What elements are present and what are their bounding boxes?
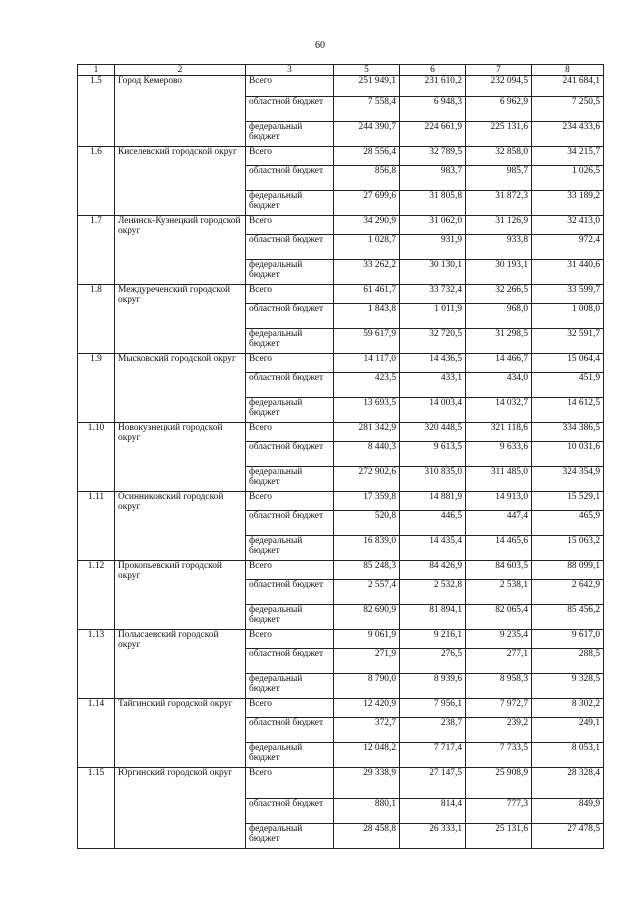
amount-cell: 271,9: [334, 649, 400, 674]
item-number: 1.9: [78, 354, 115, 423]
amount-cell: 28 328,4: [532, 768, 604, 799]
table-row: [78, 699, 604, 718]
amount-cell: 31 805,8: [400, 191, 466, 216]
col-header: 5: [334, 65, 400, 76]
table-row: [78, 76, 604, 97]
amount-cell: 447,4: [466, 511, 532, 536]
amount-cell: 983,7: [400, 166, 466, 191]
amount-cell: 244 390,7: [334, 122, 400, 147]
table-row: [78, 768, 604, 799]
table-row: [78, 285, 604, 304]
item-number: 1.12: [78, 561, 115, 630]
amount-cell: 7 717,4: [400, 743, 466, 768]
amount-cell: 34 290,9: [334, 216, 400, 235]
amount-cell: 8 053,1: [532, 743, 604, 768]
amount-cell: 32 858,0: [466, 147, 532, 166]
amount-cell: 14 612,5: [532, 398, 604, 423]
funding-source: Всего: [246, 285, 334, 304]
funding-source: федеральный бюджет: [246, 467, 334, 492]
municipality-name: Прокопьевский городской округ: [115, 561, 246, 630]
amount-cell: 321 118,6: [466, 423, 532, 442]
municipality-name: Новокузнецкий городской округ: [115, 423, 246, 492]
amount-cell: 14 032,7: [466, 398, 532, 423]
amount-cell: 30 193,1: [466, 260, 532, 285]
funding-source: областной бюджет: [246, 442, 334, 467]
table-row: [78, 354, 604, 373]
amount-cell: 849,9: [532, 799, 604, 824]
funding-source: федеральный бюджет: [246, 536, 334, 561]
municipality-name: Ленинск-Кузнецкий городской округ: [115, 216, 246, 285]
amount-cell: 9 061,9: [334, 630, 400, 649]
funding-source: федеральный бюджет: [246, 743, 334, 768]
page-number: 60: [315, 40, 325, 51]
funding-source: Всего: [246, 216, 334, 235]
amount-cell: 16 839,0: [334, 536, 400, 561]
amount-cell: 276,5: [400, 649, 466, 674]
funding-source: Всего: [246, 492, 334, 511]
amount-cell: 14 913,0: [466, 492, 532, 511]
funding-source: областной бюджет: [246, 373, 334, 398]
amount-cell: 9 633,6: [466, 442, 532, 467]
amount-cell: 33 189,2: [532, 191, 604, 216]
amount-cell: 241 684,1: [532, 76, 604, 97]
amount-cell: 14 465,6: [466, 536, 532, 561]
amount-cell: 26 333,1: [400, 824, 466, 849]
amount-cell: 28 458,8: [334, 824, 400, 849]
amount-cell: 7 972,7: [466, 699, 532, 718]
funding-source: областной бюджет: [246, 580, 334, 605]
amount-cell: 239,2: [466, 718, 532, 743]
amount-cell: 2 538,1: [466, 580, 532, 605]
amount-cell: 8 302,2: [532, 699, 604, 718]
item-number: 1.14: [78, 699, 115, 768]
amount-cell: 31 440,6: [532, 260, 604, 285]
amount-cell: 972,4: [532, 235, 604, 260]
amount-cell: 9 216,1: [400, 630, 466, 649]
amount-cell: 856,8: [334, 166, 400, 191]
funding-source: Всего: [246, 561, 334, 580]
item-number: 1.11: [78, 492, 115, 561]
amount-cell: 9 328,5: [532, 674, 604, 699]
funding-source: Всего: [246, 354, 334, 373]
table-body: [78, 76, 604, 849]
funding-source: федеральный бюджет: [246, 605, 334, 630]
amount-cell: 12 420,9: [334, 699, 400, 718]
amount-cell: 33 599,7: [532, 285, 604, 304]
table-row: [78, 492, 604, 511]
amount-cell: 231 610,2: [400, 76, 466, 97]
amount-cell: 14 003,4: [400, 398, 466, 423]
amount-cell: 31 062,0: [400, 216, 466, 235]
col-header: 7: [466, 65, 532, 76]
amount-cell: 32 591,7: [532, 329, 604, 354]
amount-cell: 33 262,2: [334, 260, 400, 285]
funding-source: областной бюджет: [246, 304, 334, 329]
amount-cell: 320 448,5: [400, 423, 466, 442]
col-header: 2: [115, 65, 246, 76]
amount-cell: 31 298,5: [466, 329, 532, 354]
amount-cell: 1 011,9: [400, 304, 466, 329]
amount-cell: 7 250,5: [532, 97, 604, 122]
table-row: [78, 216, 604, 235]
amount-cell: 465,9: [532, 511, 604, 536]
amount-cell: 520,8: [334, 511, 400, 536]
amount-cell: 32 789,5: [400, 147, 466, 166]
funding-source: Всего: [246, 768, 334, 799]
amount-cell: 6 962,9: [466, 97, 532, 122]
amount-cell: 310 835,0: [400, 467, 466, 492]
amount-cell: 27 699,6: [334, 191, 400, 216]
funding-source: областной бюджет: [246, 97, 334, 122]
amount-cell: 968,0: [466, 304, 532, 329]
amount-cell: 12 048,2: [334, 743, 400, 768]
amount-cell: 880,1: [334, 799, 400, 824]
amount-cell: 84 603,5: [466, 561, 532, 580]
amount-cell: 34 215,7: [532, 147, 604, 166]
amount-cell: 232 094,5: [466, 76, 532, 97]
amount-cell: 288,5: [532, 649, 604, 674]
municipality-name: Юргинский городской округ: [115, 768, 246, 849]
amount-cell: 933,8: [466, 235, 532, 260]
amount-cell: 931,9: [400, 235, 466, 260]
amount-cell: 1 026,5: [532, 166, 604, 191]
amount-cell: 7 733,5: [466, 743, 532, 768]
funding-source: федеральный бюджет: [246, 329, 334, 354]
amount-cell: 372,7: [334, 718, 400, 743]
budget-table: [77, 64, 604, 849]
amount-cell: 423,5: [334, 373, 400, 398]
amount-cell: 84 426,9: [400, 561, 466, 580]
amount-cell: 14 435,4: [400, 536, 466, 561]
amount-cell: 985,7: [466, 166, 532, 191]
funding-source: областной бюджет: [246, 235, 334, 260]
amount-cell: 17 359,8: [334, 492, 400, 511]
table-row: [78, 630, 604, 649]
amount-cell: 25 131,6: [466, 824, 532, 849]
amount-cell: 61 461,7: [334, 285, 400, 304]
amount-cell: 14 117,0: [334, 354, 400, 373]
amount-cell: 32 266,5: [466, 285, 532, 304]
amount-cell: 9 235,4: [466, 630, 532, 649]
amount-cell: 31 872,3: [466, 191, 532, 216]
table-row: [78, 147, 604, 166]
amount-cell: 30 130,1: [400, 260, 466, 285]
amount-cell: 14 881,9: [400, 492, 466, 511]
amount-cell: 25 908,9: [466, 768, 532, 799]
amount-cell: 82 065,4: [466, 605, 532, 630]
funding-source: Всего: [246, 76, 334, 97]
amount-cell: 238,7: [400, 718, 466, 743]
amount-cell: 59 617,9: [334, 329, 400, 354]
amount-cell: 29 338,9: [334, 768, 400, 799]
amount-cell: 6 948,3: [400, 97, 466, 122]
amount-cell: 7 558,4: [334, 97, 400, 122]
amount-cell: 446,5: [400, 511, 466, 536]
item-number: 1.6: [78, 147, 115, 216]
funding-source: областной бюджет: [246, 511, 334, 536]
amount-cell: 2 557,4: [334, 580, 400, 605]
col-header: 3: [246, 65, 334, 76]
amount-cell: 13 693,5: [334, 398, 400, 423]
amount-cell: 33 732,4: [400, 285, 466, 304]
funding-source: Всего: [246, 630, 334, 649]
funding-source: областной бюджет: [246, 799, 334, 824]
amount-cell: 272 902,6: [334, 467, 400, 492]
amount-cell: 451,9: [532, 373, 604, 398]
amount-cell: 32 413,0: [532, 216, 604, 235]
amount-cell: 10 031,6: [532, 442, 604, 467]
funding-source: областной бюджет: [246, 166, 334, 191]
amount-cell: 277,1: [466, 649, 532, 674]
funding-source: федеральный бюджет: [246, 191, 334, 216]
municipality-name: Тайгинский городской округ: [115, 699, 246, 768]
funding-source: Всего: [246, 699, 334, 718]
municipality-name: Мысковский городской округ: [115, 354, 246, 423]
amount-cell: 27 478,5: [532, 824, 604, 849]
funding-source: областной бюджет: [246, 649, 334, 674]
amount-cell: 15 529,1: [532, 492, 604, 511]
amount-cell: 7 956,1: [400, 699, 466, 718]
col-header: 1: [78, 65, 115, 76]
item-number: 1.13: [78, 630, 115, 699]
amount-cell: 15 063,2: [532, 536, 604, 561]
amount-cell: 311 485,0: [466, 467, 532, 492]
amount-cell: 8 440,3: [334, 442, 400, 467]
funding-source: федеральный бюджет: [246, 260, 334, 285]
amount-cell: 777,3: [466, 799, 532, 824]
amount-cell: 251 949,1: [334, 76, 400, 97]
amount-cell: 1 843,8: [334, 304, 400, 329]
municipality-name: Город Кемерово: [115, 76, 246, 147]
amount-cell: 249,1: [532, 718, 604, 743]
amount-cell: 14 466,7: [466, 354, 532, 373]
amount-cell: 281 342,9: [334, 423, 400, 442]
funding-source: федеральный бюджет: [246, 122, 334, 147]
item-number: 1.7: [78, 216, 115, 285]
funding-source: федеральный бюджет: [246, 674, 334, 699]
funding-source: областной бюджет: [246, 718, 334, 743]
amount-cell: 32 720,5: [400, 329, 466, 354]
item-number: 1.5: [78, 76, 115, 147]
municipality-name: Осинниковский городской округ: [115, 492, 246, 561]
item-number: 1.10: [78, 423, 115, 492]
funding-source: Всего: [246, 147, 334, 166]
amount-cell: 81 894,1: [400, 605, 466, 630]
col-header: 8: [532, 65, 604, 76]
funding-source: Всего: [246, 423, 334, 442]
amount-cell: 434,0: [466, 373, 532, 398]
amount-cell: 1 008,0: [532, 304, 604, 329]
amount-cell: 2 642,9: [532, 580, 604, 605]
amount-cell: 8 790,0: [334, 674, 400, 699]
amount-cell: 324 354,9: [532, 467, 604, 492]
funding-source: федеральный бюджет: [246, 398, 334, 423]
amount-cell: 224 661,9: [400, 122, 466, 147]
municipality-name: Междуреченский городской округ: [115, 285, 246, 354]
col-header: 6: [400, 65, 466, 76]
amount-cell: 334 386,5: [532, 423, 604, 442]
amount-cell: 82 690,9: [334, 605, 400, 630]
amount-cell: 9 613,5: [400, 442, 466, 467]
header-row: [78, 65, 604, 76]
table-row: [78, 423, 604, 442]
amount-cell: 814,4: [400, 799, 466, 824]
amount-cell: 28 556,4: [334, 147, 400, 166]
funding-source: федеральный бюджет: [246, 824, 334, 849]
table-row: [78, 561, 604, 580]
amount-cell: 234 433,6: [532, 122, 604, 147]
amount-cell: 88 099,1: [532, 561, 604, 580]
amount-cell: 225 131,6: [466, 122, 532, 147]
amount-cell: 8 939,6: [400, 674, 466, 699]
amount-cell: 31 126,9: [466, 216, 532, 235]
municipality-name: Киселевский городской округ: [115, 147, 246, 216]
item-number: 1.15: [78, 768, 115, 849]
amount-cell: 2 532,8: [400, 580, 466, 605]
amount-cell: 85 248,3: [334, 561, 400, 580]
amount-cell: 433,1: [400, 373, 466, 398]
item-number: 1.8: [78, 285, 115, 354]
amount-cell: 85 456,2: [532, 605, 604, 630]
amount-cell: 15 064,4: [532, 354, 604, 373]
amount-cell: 27 147,5: [400, 768, 466, 799]
municipality-name: Полысаевский городской округ: [115, 630, 246, 699]
amount-cell: 14 436,5: [400, 354, 466, 373]
amount-cell: 9 617,0: [532, 630, 604, 649]
amount-cell: 8 958,3: [466, 674, 532, 699]
amount-cell: 1 028,7: [334, 235, 400, 260]
